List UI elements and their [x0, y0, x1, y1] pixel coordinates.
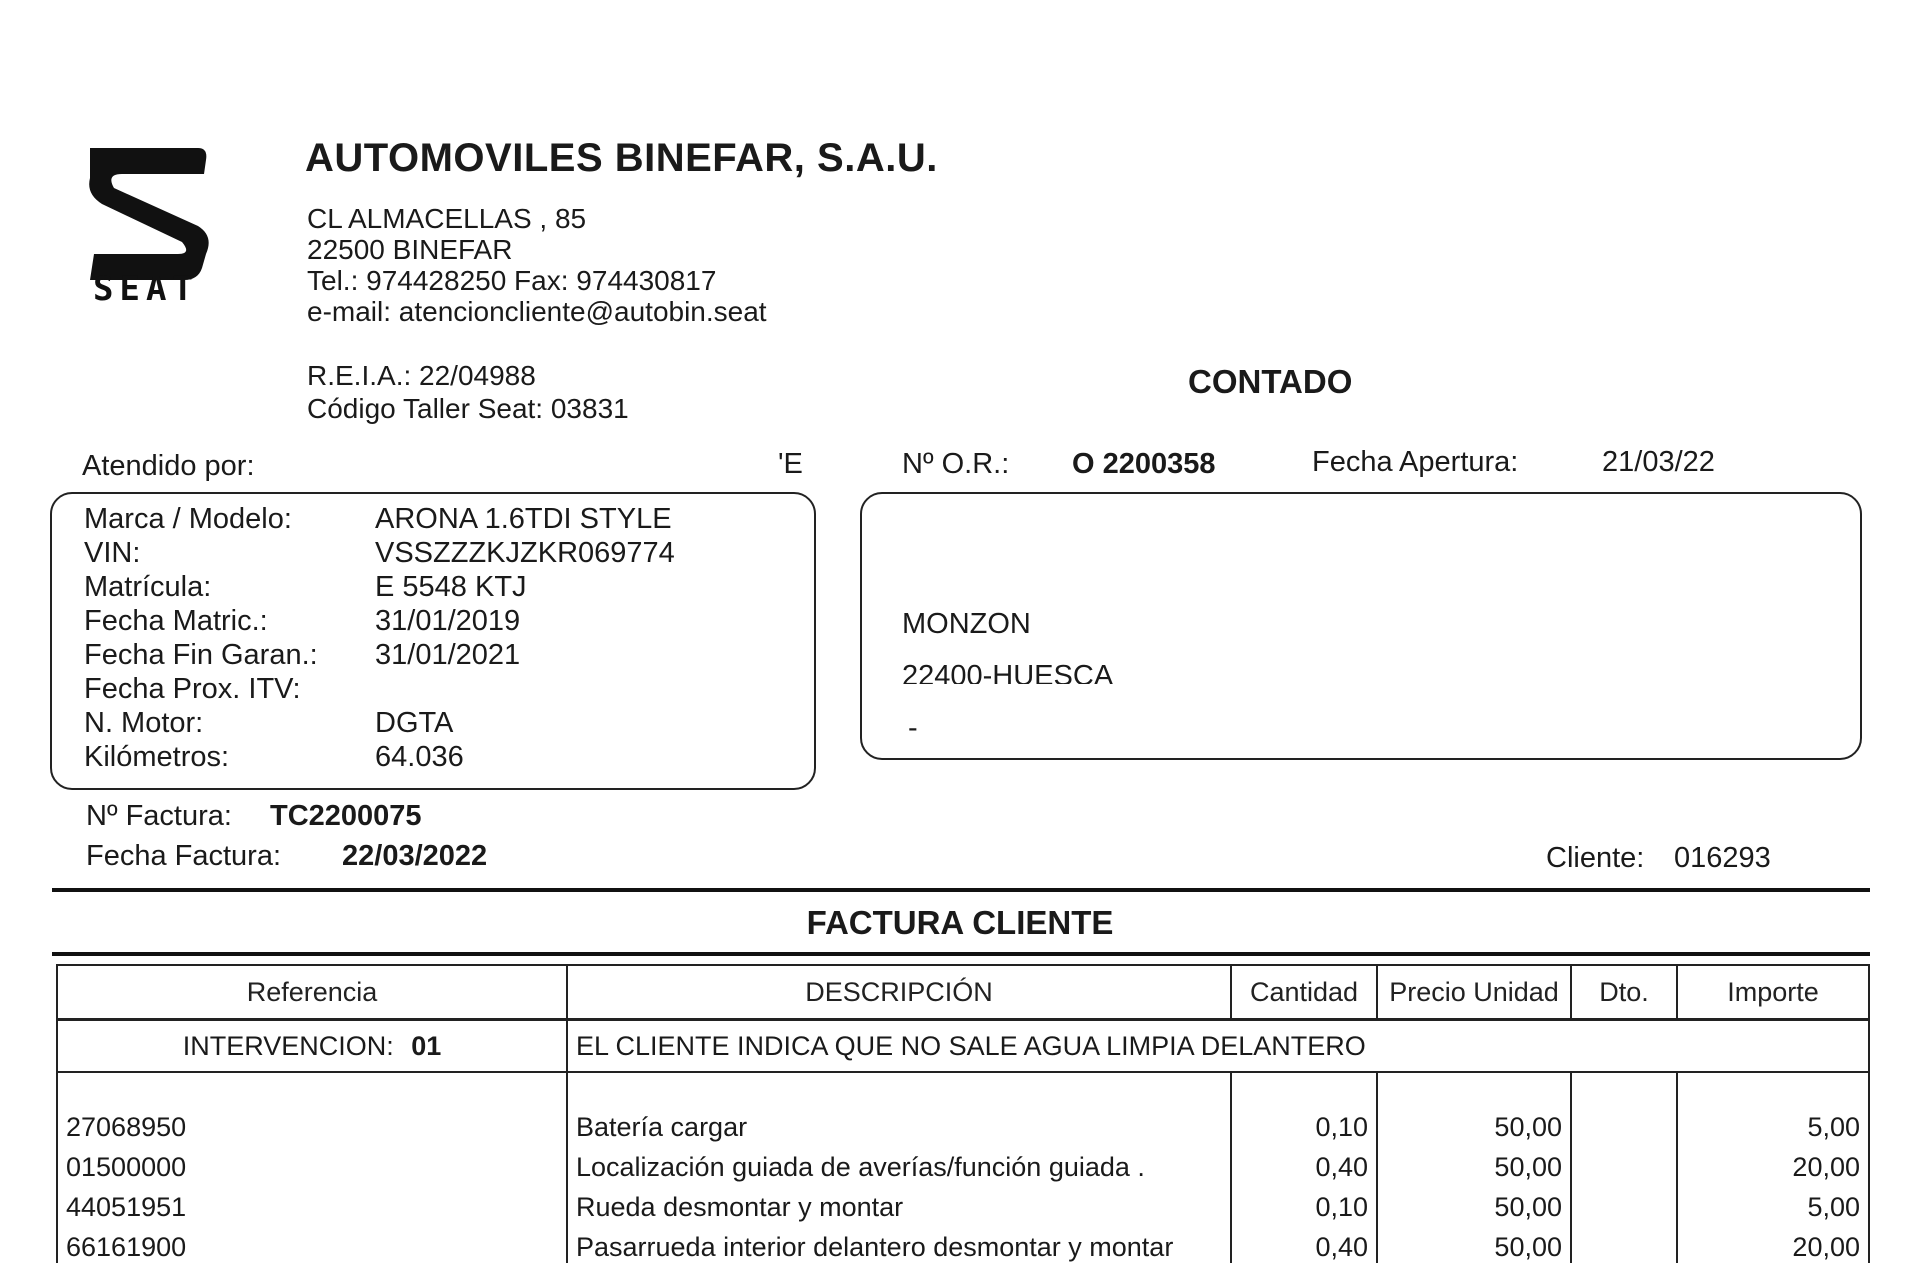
- invoice-number: TC2200075: [270, 800, 422, 832]
- row-unit-price: 50,00: [1377, 1143, 1571, 1183]
- section-title: FACTURA CLIENTE: [806, 904, 1114, 941]
- row-quantity: 0,40: [1231, 1143, 1377, 1183]
- row-description: Localización guiada de averías/función guiada .: [567, 1143, 1231, 1183]
- row-unit-price: 50,00: [1377, 1183, 1571, 1223]
- address-line-2: 22500 BINEFAR: [307, 234, 513, 265]
- attended-by-label: Atendido por:: [82, 450, 255, 482]
- column-header-amount: Importe: [1677, 965, 1869, 1020]
- row-amount: 20,00: [1677, 1223, 1869, 1263]
- row-description: Batería cargar: [567, 1103, 1231, 1143]
- row-quantity: 0,10: [1231, 1183, 1377, 1223]
- vehicle-label: Matrícula:: [84, 571, 212, 603]
- email: e-mail: atencioncliente@autobin.seat: [307, 296, 767, 327]
- intervention-row: [57, 1020, 1869, 1073]
- customer-city: MONZON: [902, 608, 1031, 640]
- vehicle-label: Fecha Matric.:: [84, 605, 268, 637]
- intervention-number: 01: [411, 1030, 442, 1061]
- client-number: 016293: [1674, 842, 1771, 874]
- row-reference: 01500000: [57, 1143, 567, 1183]
- vehicle-plate: E 5548 KTJ: [375, 571, 527, 603]
- invoice-date-label: Fecha Factura:: [86, 840, 282, 872]
- vehicle-warranty-end: 31/01/2021: [375, 639, 521, 671]
- vehicle-engine: DGTA: [375, 707, 454, 739]
- or-label: Nº O.R.:: [902, 448, 1010, 480]
- row-reference: 27068950: [57, 1103, 567, 1143]
- row-amount: 20,00: [1677, 1143, 1869, 1183]
- table-row: [57, 1143, 1869, 1183]
- vehicle-label: Kilómetros:: [84, 741, 230, 773]
- opening-date-label: Fecha Apertura:: [1312, 446, 1519, 478]
- client-label: Cliente:: [1546, 842, 1645, 874]
- invoice-lines-table: [56, 964, 1870, 1263]
- column-header-unit-price: Precio Unidad: [1377, 965, 1571, 1020]
- row-discount: [1571, 1183, 1677, 1223]
- row-description: Rueda desmontar y montar: [567, 1183, 1231, 1223]
- table-row: [57, 1183, 1869, 1223]
- vehicle-label: VIN:: [84, 537, 141, 569]
- intervention-cell: [57, 1020, 567, 1073]
- vehicle-model: ARONA 1.6TDI STYLE: [375, 503, 672, 535]
- row-discount: [1571, 1103, 1677, 1143]
- address-line-1: CL ALMACELLAS , 85: [307, 203, 587, 234]
- header-divider: [52, 888, 1870, 892]
- column-header-description: DESCRIPCIÓN: [567, 965, 1231, 1020]
- invoice-date: 22/03/2022: [342, 840, 488, 872]
- table-header-row: [57, 965, 1869, 1020]
- vehicle-label: Marca / Modelo:: [84, 503, 292, 535]
- row-discount: [1571, 1223, 1677, 1263]
- row-quantity: 0,40: [1231, 1223, 1377, 1263]
- row-unit-price: 50,00: [1377, 1223, 1571, 1263]
- vehicle-label: N. Motor:: [84, 707, 204, 739]
- row-unit-price: 50,00: [1377, 1103, 1571, 1143]
- row-description: Pasarrueda interior delantero desmontar y montar: [567, 1223, 1231, 1263]
- column-header-discount: Dto.: [1571, 965, 1677, 1020]
- row-reference: 44051951: [57, 1183, 567, 1223]
- customer-dash: -: [908, 712, 918, 744]
- column-header-reference: Referencia: [57, 965, 567, 1020]
- reia-number: R.E.I.A.: 22/04988: [307, 360, 536, 391]
- vehicle-registration-date: 31/01/2019: [375, 605, 521, 637]
- payment-type: CONTADO: [1188, 363, 1353, 400]
- company-name: AUTOMOVILES BINEFAR, S.A.U.: [305, 136, 938, 180]
- row-discount: [1571, 1143, 1677, 1183]
- title-divider: [52, 952, 1870, 956]
- vehicle-label: Fecha Prox. ITV:: [84, 673, 301, 705]
- customer-postal-province: 22400-HUESCA: [902, 660, 1114, 684]
- seat-logo: [48, 144, 248, 304]
- vehicle-label: Fecha Fin Garan.:: [84, 639, 318, 671]
- attended-by-tail: 'E: [778, 448, 803, 480]
- intervention-note: EL CLIENTE INDICA QUE NO SALE AGUA LIMPIA DELANTERO: [567, 1020, 1869, 1073]
- row-quantity: 0,10: [1231, 1103, 1377, 1143]
- row-amount: 5,00: [1677, 1183, 1869, 1223]
- row-amount: 5,00: [1677, 1103, 1869, 1143]
- opening-date: 21/03/22: [1602, 446, 1715, 478]
- table-row: [57, 1223, 1869, 1263]
- vehicle-vin: VSSZZZKJZKR069774: [375, 537, 675, 569]
- table-row: [57, 1103, 1869, 1143]
- spacer-row: [57, 1072, 1869, 1103]
- row-reference: 66161900: [57, 1223, 567, 1263]
- vehicle-mileage: 64.036: [375, 741, 464, 773]
- phone-fax: Tel.: 974428250 Fax: 974430817: [307, 265, 717, 296]
- intervention-label: INTERVENCION:: [182, 1030, 394, 1061]
- taller-code: Código Taller Seat: 03831: [307, 393, 629, 424]
- invoice-number-label: Nº Factura:: [86, 800, 232, 832]
- or-number: O 2200358: [1072, 448, 1216, 480]
- column-header-quantity: Cantidad: [1231, 965, 1377, 1020]
- seat-logo-text: SEAT: [93, 269, 199, 304]
